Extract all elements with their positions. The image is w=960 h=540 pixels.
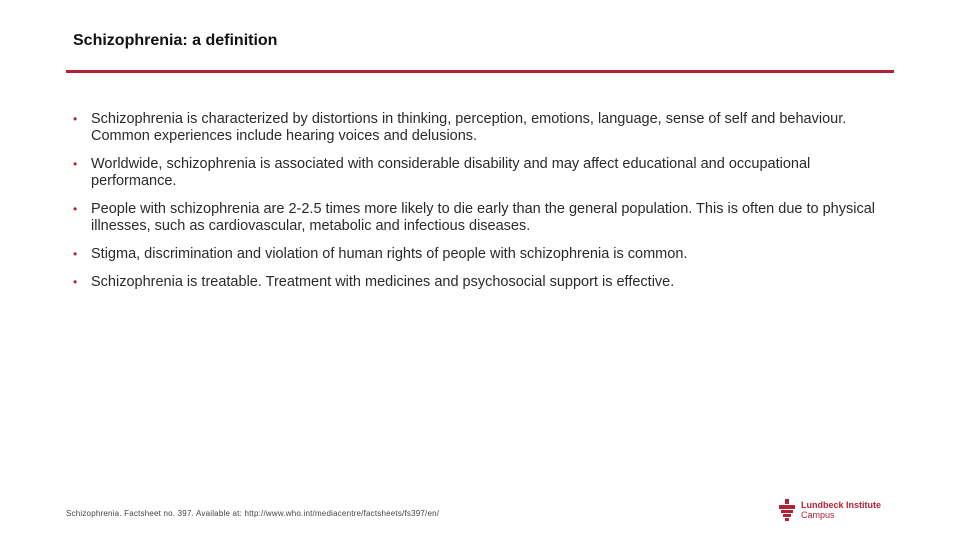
bullet-text: Schizophrenia is characterized by distortions in thinking, perception, emotions, language, sense of self and behaviour. Common experiences include hearing voices and delusions. bbox=[91, 111, 847, 144]
list-item bbox=[73, 111, 893, 145]
lundbeck-institute-logo bbox=[779, 498, 899, 522]
bullet-icon: • bbox=[73, 247, 78, 261]
list-item bbox=[73, 274, 893, 291]
title-divider bbox=[66, 70, 894, 73]
bullet-text: People with schizophrenia are 2-2.5 times more likely to die early than the general population. This is often due to physical illnesses, such as cardiovascular, metabolic and infectious diseases. bbox=[91, 201, 875, 234]
bullet-icon: • bbox=[73, 202, 78, 216]
bullet-icon: • bbox=[73, 275, 78, 289]
list-item bbox=[73, 156, 893, 190]
lundbeck-institute-logo-icon bbox=[779, 499, 795, 521]
bullet-text: Schizophrenia is treatable. Treatment with medicines and psychosocial support is effective. bbox=[91, 274, 675, 290]
bullet-list bbox=[73, 111, 893, 302]
bullet-icon: • bbox=[73, 112, 78, 126]
source-footnote: Schizophrenia. Factsheet no. 397. Available at: http://www.who.int/mediacentre/factsheets/fs397/en/ bbox=[66, 509, 440, 518]
list-item bbox=[73, 246, 893, 263]
list-item bbox=[73, 201, 893, 235]
bullet-text: Worldwide, schizophrenia is associated with considerable disability and may affect educational and occupational performance. bbox=[91, 156, 811, 189]
logo-name: Lundbeck Institute bbox=[801, 500, 882, 510]
logo-subtitle: Campus bbox=[801, 510, 835, 520]
bullet-text: Stigma, discrimination and violation of human rights of people with schizophrenia is common. bbox=[91, 246, 688, 262]
page-title: Schizophrenia: a definition bbox=[73, 32, 278, 49]
bullet-icon: • bbox=[73, 157, 78, 171]
